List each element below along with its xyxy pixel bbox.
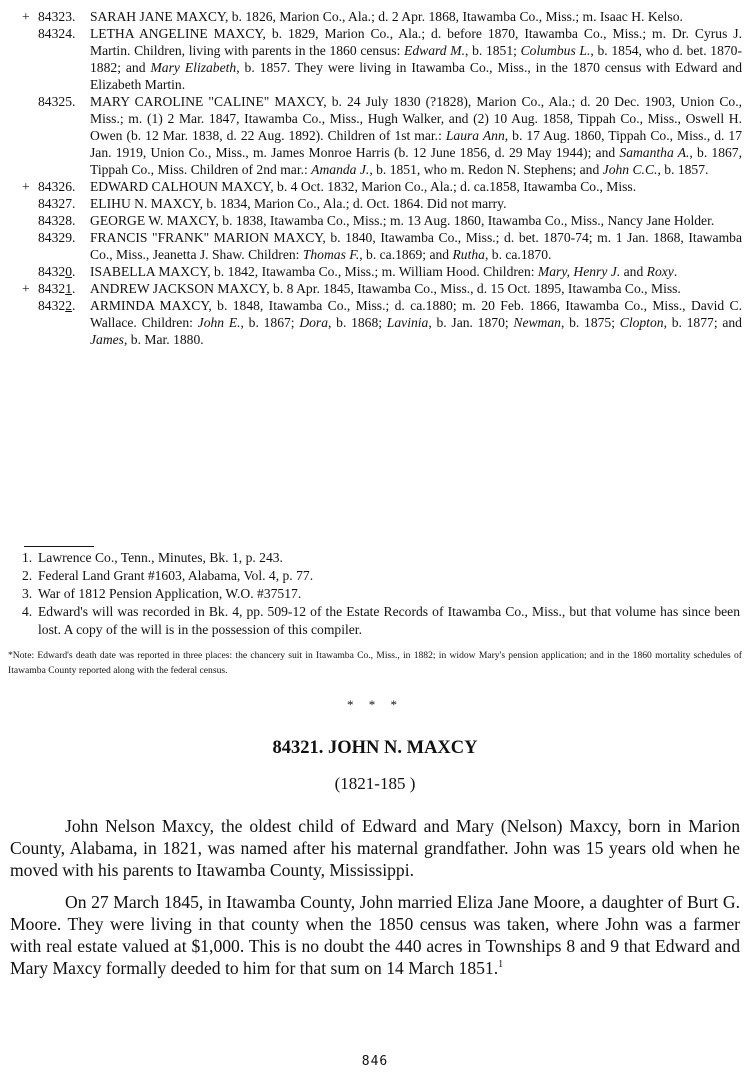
entry-number: 84320. — [38, 264, 76, 279]
genealogy-entries — [22, 8, 742, 348]
entry-number: 84321. — [38, 281, 76, 296]
footnote-ref: 1 — [498, 959, 504, 971]
entry-number: 84324. — [38, 26, 76, 41]
genealogy-entry: 84322. ARMINDA MAXCY, b. 1848, Itawamba Co., Miss.; d. ca.1880; m. 20 Feb. 1866, Itawamba Co., Miss., David C. Wallace. Children: John E., b. 1867; Dora, b. 1868; Lavinia, b. Jan. 1870; Newman, b. 1875; Clopton, b. 1877; and James, b. Mar. 1880. — [38, 298, 742, 347]
entry-number: 84323. — [38, 9, 76, 24]
genealogy-entry: 84324. LETHA ANGELINE MAXCY, b. 1829, Marion Co., Ala.; d. before 1870, Itawamba Co., Miss.; m. Dr. Cyrus J. Martin. Children, living with parents in the 1860 census: Edward M., b. 1851; Columbus L., b. 1854, who d. bet. 1870-1882; and Mary Elizabeth, b. 1857. They were living in Itawamba Co., Miss., in the 1870 census with Edward and Elizabeth Martin. — [38, 26, 742, 92]
entry-number: 84322. — [38, 298, 76, 313]
genealogy-entry: 84327. ELIHU N. MAXCY, b. 1834, Marion Co., Ala.; d. Oct. 1864. Did not marry. — [38, 196, 507, 211]
section-separator: * * * — [347, 697, 403, 712]
section-title: 84321. JOHN N. MAXCY — [272, 738, 478, 758]
genealogy-entry: 84328. GEORGE W. MAXCY, b. 1838, Itawamba Co., Miss.; m. 13 Aug. 1860, Itawamba Co., Miss., Nancy Jane Holder. — [38, 213, 715, 228]
continuation-marker: + — [22, 9, 30, 24]
footnote: 3. War of 1812 Pension Application, W.O. #37517. — [22, 586, 302, 601]
genealogy-entry: + 84323. SARAH JANE MAXCY, b. 1826, Marion Co., Ala.; d. 2 Apr. 1868, Itawamba Co., Miss.; m. Isaac H. Kelso. — [22, 9, 683, 24]
page-number: 846 — [361, 1054, 389, 1069]
footnote: 4. Edward's will was recorded in Bk. 4, pp. 509-12 of the Estate Records of Itawamba Co., Miss., but that volume has since been lost. A copy of the will is in the possession of this compiler. — [22, 604, 740, 637]
genealogy-entry: 84320. ISABELLA MAXCY, b. 1842, Itawamba Co., Miss.; m. William Hood. Children: Mary, Henry J. and Roxy. — [38, 264, 678, 279]
entry-number: 84327. — [38, 196, 76, 211]
entry-number: 84328. — [38, 213, 76, 228]
footnote: 2. Federal Land Grant #1603, Alabama, Vol. 4, p. 77. — [22, 568, 314, 583]
section-years: (1821-185 ) — [334, 774, 416, 793]
footnote: 1. Lawrence Co., Tenn., Minutes, Bk. 1, p. 243. — [22, 550, 283, 565]
body-paragraph: On 27 March 1845, in Itawamba County, John married Eliza Jane Moore, a daughter of Burt G. Moore. They were living in that county when the 1850 census was taken, where John was a farmer with real estate valued at $1,000. This is no doubt the 440 acres in Townships 8 and 9 that Edward and Mary Maxcy formally deeded to him for that sum on 14 March 1851.$^1$ — [10, 892, 740, 978]
genealogy-entry: + 84321. ANDREW JACKSON MAXCY, b. 8 Apr. 1845, Itawamba Co., Miss., d. 15 Oct. 1895, Itawamba Co., Miss. — [22, 281, 681, 296]
genealogy-entry: 84325. MARY CAROLINE "CALINE" MAXCY, b. 24 July 1830 (?1828), Marion Co., Ala.; d. 20 Dec. 1903, Union Co., Miss.; m. (1) 2 Mar. 1847, Itawamba Co., Miss., Hugh Walker, and (2) 10 Aug. 1858, Tippah Co., Miss., Oswell H. Owen (b. 12 Mar. 1838, d. 22 Aug. 1892). Children of 1st mar.: Laura Ann, b. 17 Aug. 1860, Tippah Co., Miss., d. 17 Jan. 1919, Union Co., Miss., m. James Monroe Harris (b. 12 June 1856, d. 29 May 1944); and Samantha A., b. 1867, Tippah Co., Miss. Children of 2nd mar.: Amanda J., b. 1851, who m. Redon N. Stephens; and John C.C., b. 1857. — [38, 94, 742, 177]
footnotes — [22, 549, 740, 639]
genealogy-entry: 84329. FRANCIS "FRANK" MARION MAXCY, b. 1840, Itawamba Co., Miss.; d. bet. 1870-74; m. 1 Jan. 1868, Itawamba Co., Miss., Jeanetta J. Shaw. Children: Thomas F., b. ca.1869; and Rutha, b. ca.1870. — [38, 230, 742, 262]
entry-number: 84325. — [38, 94, 76, 109]
entry-number: 84329. — [38, 230, 76, 245]
entry-number: 84326. — [38, 179, 76, 194]
death-date-note: *Note: Edward's death date was reported in three places: the chancery suit in Itawamba Co., Miss., in 1882; in widow Mary's pension application; and in the 1860 mortality schedules of Itawamba County reported along with the federal census. — [8, 650, 742, 676]
continuation-marker: + — [22, 179, 30, 194]
genealogy-entry: + 84326. EDWARD CALHOUN MAXCY, b. 4 Oct. 1832, Marion Co., Ala.; d. ca.1858, Itawamba Co., Miss. — [22, 179, 637, 194]
continuation-marker: + — [22, 281, 30, 296]
footnote-rule — [24, 546, 94, 547]
body-paragraph: John Nelson Maxcy, the oldest child of Edward and Mary (Nelson) Maxcy, born in Marion County, Alabama, in 1821, was named after his maternal grandfather. John was 15 years old when he moved with his parents to Itawamba County, Mississippi. — [10, 816, 740, 880]
